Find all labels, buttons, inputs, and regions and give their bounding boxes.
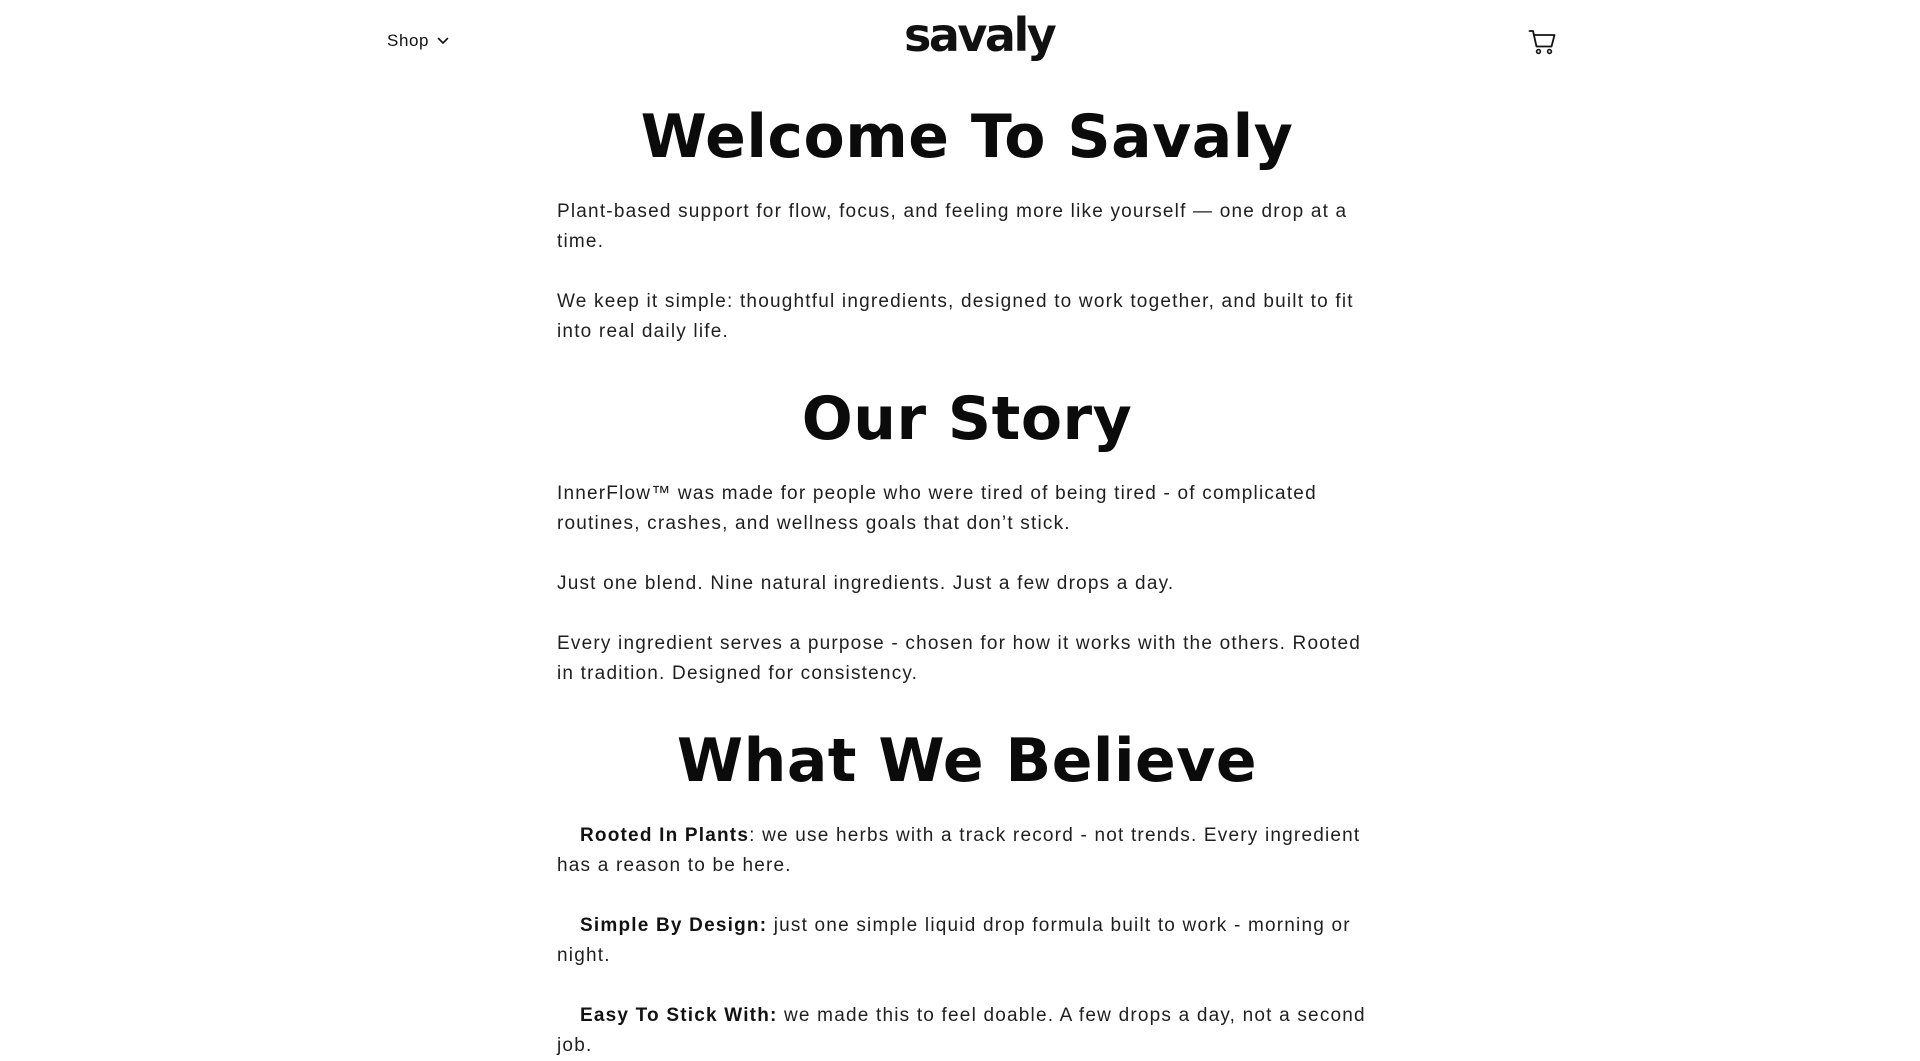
- belief-text: : we use herbs with a track record - not trends. Every ingredient has a reason to be here.: [557, 825, 1361, 876]
- story-heading: Our Story: [801, 384, 1133, 454]
- belief-item: [557, 1001, 1377, 1061]
- belief-item: [557, 821, 1377, 881]
- cart-button[interactable]: [1528, 29, 1556, 60]
- site-header: [0, 0, 1920, 84]
- intro-paragraph: Plant-based support for flow, focus, and feeling more like yourself — one drop at a time.: [557, 201, 1348, 252]
- belief-title: Easy To Stick With:: [580, 1005, 778, 1026]
- belief-text: we made this to feel doable. A few drops a day, not a second job.: [557, 1005, 1366, 1056]
- brand-logo[interactable]: savaly: [904, 8, 1055, 62]
- intro-paragraph: We keep it simple: thoughtful ingredients, designed to work together, and built to fit into real daily life.: [557, 291, 1354, 342]
- story-paragraph: Every ingredient serves a purpose - chosen for how it works with the others. Rooted in tradition. Designed for consistency.: [557, 633, 1362, 684]
- belief-item: [557, 911, 1377, 971]
- belief-title: Simple By Design:: [580, 915, 768, 936]
- story-paragraph: Just one blend. Nine natural ingredients. Just a few drops a day.: [557, 573, 1175, 594]
- believe-heading: What We Believe: [676, 726, 1258, 796]
- shop-menu-label: Shop: [387, 31, 430, 50]
- chevron-down-icon: [437, 37, 449, 45]
- story-paragraph: InnerFlow™ was made for people who were tired of being tired - of complicated routines, crashes, and wellness goals that don’t stick.: [557, 483, 1317, 534]
- belief-title: Rooted In Plants: [580, 825, 750, 846]
- belief-text: just one simple liquid drop formula built to work - morning or night.: [557, 915, 1351, 966]
- welcome-heading: Welcome To Savaly: [640, 102, 1294, 172]
- cart-icon: [1528, 29, 1556, 55]
- main-content: [557, 84, 1377, 1061]
- shop-menu-button[interactable]: [387, 31, 449, 51]
